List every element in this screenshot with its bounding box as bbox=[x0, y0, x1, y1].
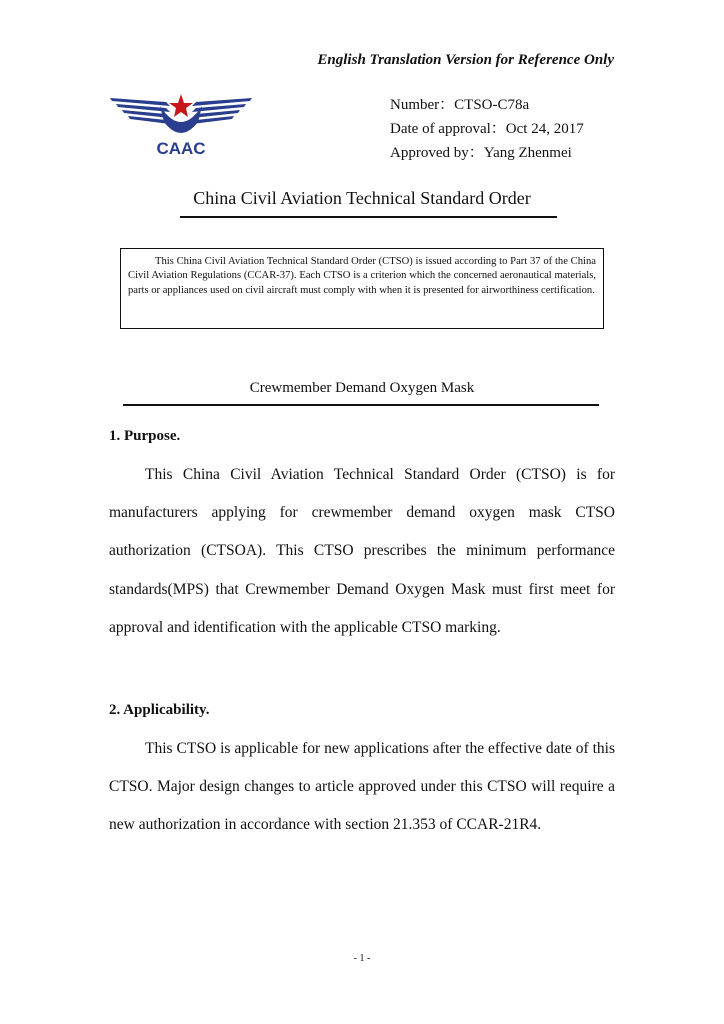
caac-logo bbox=[108, 92, 254, 160]
title-underline bbox=[180, 216, 557, 218]
approval-date: Date of approval：Oct 24, 2017 bbox=[390, 121, 584, 137]
approved-by: Approved by：Yang Zhenmei bbox=[390, 145, 572, 161]
document-number: Number：CTSO-C78a bbox=[390, 97, 530, 113]
document-title: China Civil Aviation Technical Standard Order bbox=[193, 188, 531, 208]
page-number: - 1 - bbox=[353, 953, 371, 964]
logo-text: CAAC bbox=[156, 139, 206, 158]
section-body-purpose bbox=[109, 456, 615, 647]
subject-title: Crewmember Demand Oxygen Mask bbox=[249, 380, 475, 396]
document-meta bbox=[390, 93, 584, 165]
translation-note: English Translation Version for Reference Only bbox=[317, 52, 614, 68]
section-body-applicability bbox=[109, 730, 615, 845]
section-heading-applicability: 2. Applicability. bbox=[109, 702, 210, 718]
notice-box bbox=[120, 248, 604, 329]
notice-text: This China Civil Aviation Technical Standard Order (CTSO) is issued according to Part 37 of the China Civil Aviation Regulations (CCAR-37). Each CTSO is a criterion which the concerned aeronautical materials, parts or appliances used on civil aircraft must comply with when it is presented for airworthiness certification. bbox=[128, 256, 596, 296]
section-heading-purpose: 1. Purpose. bbox=[109, 428, 181, 444]
paragraph-text: This China Civil Aviation Technical Standard Order (CTSO) is for manufacturers applying for crewmember demand oxygen mask CTSO authorization (CTSOA). This CTSO prescribes the minimum performance standards(MPS) that Crewmember Demand Oxygen Mask must first meet for approval and identification with the applicable CTSO marking. bbox=[109, 466, 615, 636]
subject-underline bbox=[123, 404, 599, 406]
paragraph-text: This CTSO is applicable for new applications after the effective date of this CTSO. Major design changes to article approved under this CTSO will require a new authorization in accordance with section 21.353 of CCAR-21R4. bbox=[109, 740, 615, 834]
